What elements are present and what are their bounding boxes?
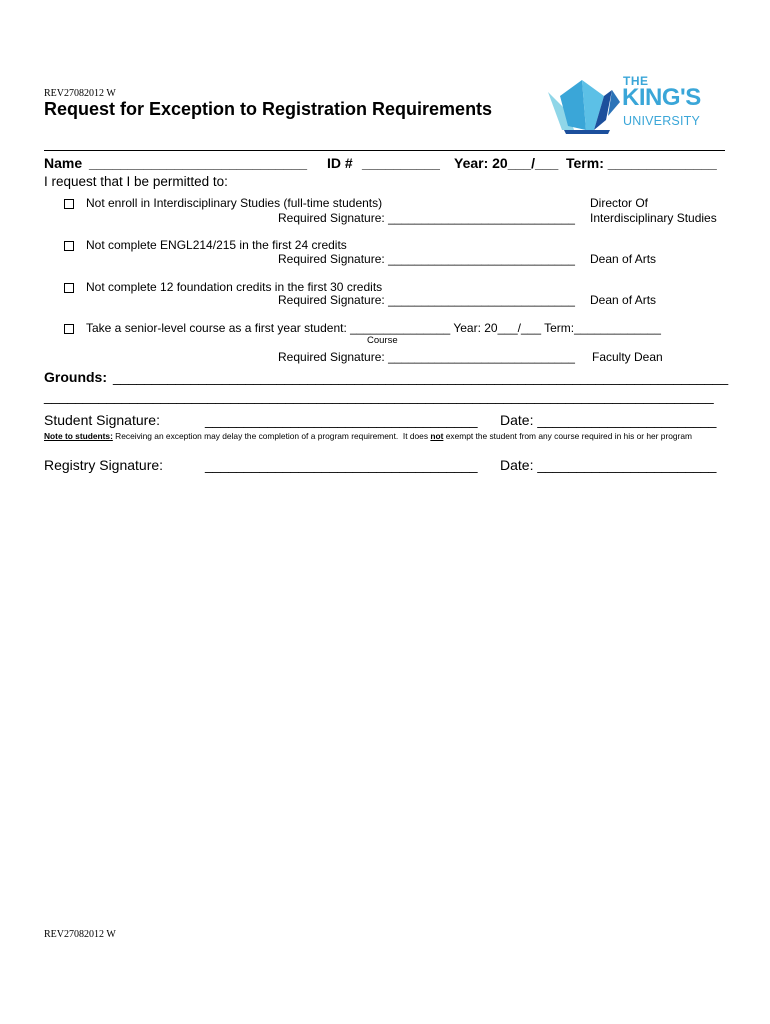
option-4-signature[interactable]: Required Signature: ____________________________ bbox=[278, 350, 575, 364]
option-4-text: Take a senior-level course as a first year student: _______________ Year: 20___/___ Term:_____________ bbox=[86, 321, 661, 335]
note-text-2: exempt the student from any course required in his or her program bbox=[443, 431, 692, 441]
logo-text-university: UNIVERSITY bbox=[623, 114, 701, 128]
header-divider bbox=[44, 150, 725, 151]
option-2-text: Not complete ENGL214/215 in the first 24 credits bbox=[86, 238, 347, 252]
note-to-students bbox=[44, 431, 692, 441]
option-2-signature[interactable]: Required Signature: ____________________________ bbox=[278, 252, 575, 266]
registry-signature-label: Registry Signature: bbox=[44, 457, 164, 473]
year-field[interactable]: Year: 20___/___ bbox=[454, 155, 559, 171]
grounds-label: Grounds: bbox=[44, 369, 107, 385]
option-4-checkbox[interactable] bbox=[64, 324, 74, 334]
note-emphasis: not bbox=[430, 431, 444, 441]
option-3-text: Not complete 12 foundation credits in the first 30 credits bbox=[86, 280, 383, 294]
option-3-signature[interactable]: Required Signature: ____________________________ bbox=[278, 293, 575, 307]
kings-university-logo bbox=[546, 74, 736, 134]
option-3-authority: Dean of Arts bbox=[590, 293, 657, 307]
id-field[interactable]: __________ bbox=[362, 155, 440, 171]
option-3-checkbox[interactable] bbox=[64, 283, 74, 293]
option-2-checkbox[interactable] bbox=[64, 241, 74, 251]
footer-revision-code: REV27082012 W bbox=[44, 929, 116, 940]
page-title: Request for Exception to Registration Requirements bbox=[44, 99, 493, 119]
option-4-authority: Faculty Dean bbox=[592, 350, 663, 364]
student-date-field[interactable]: Date: _______________________ bbox=[500, 412, 717, 428]
option-1-authority-line2: Interdisciplinary Studies bbox=[590, 211, 717, 225]
option-1-checkbox[interactable] bbox=[64, 199, 74, 209]
id-label: ID # bbox=[327, 155, 353, 171]
logo-text-the: THE bbox=[623, 74, 649, 88]
option-2-authority: Dean of Arts bbox=[590, 252, 657, 266]
note-label: Note to students: bbox=[44, 431, 113, 441]
option-1-text: Not enroll in Interdisciplinary Studies (full-time students) bbox=[86, 196, 383, 210]
name-field[interactable]: ____________________________ bbox=[89, 155, 308, 171]
student-signature-label: Student Signature: bbox=[44, 412, 160, 428]
revision-code: REV27082012 W bbox=[44, 88, 116, 99]
option-4-course-caption: Course bbox=[367, 335, 398, 346]
logo-text-kings: KING'S bbox=[622, 84, 701, 111]
intro-text: I request that I be permitted to: bbox=[44, 174, 228, 189]
option-1-authority-line1: Director Of bbox=[590, 196, 649, 210]
registry-signature-field[interactable]: ___________________________________ bbox=[205, 457, 478, 473]
name-label: Name bbox=[44, 155, 83, 171]
note-text-1: Receiving an exception may delay the completion of a program requirement. It does bbox=[112, 431, 431, 441]
registry-date-field[interactable]: Date: _______________________ bbox=[500, 457, 717, 473]
term-field[interactable]: Term: ______________ bbox=[566, 155, 717, 171]
student-signature-field[interactable]: ___________________________________ bbox=[205, 412, 478, 428]
crown-icon bbox=[546, 74, 626, 134]
grounds-line-1[interactable]: _______________________________________________________________________________ bbox=[113, 369, 729, 385]
option-1-signature[interactable]: Required Signature: ____________________________ bbox=[278, 211, 575, 225]
grounds-line-2[interactable]: ______________________________________________________________________________________ bbox=[44, 388, 714, 404]
